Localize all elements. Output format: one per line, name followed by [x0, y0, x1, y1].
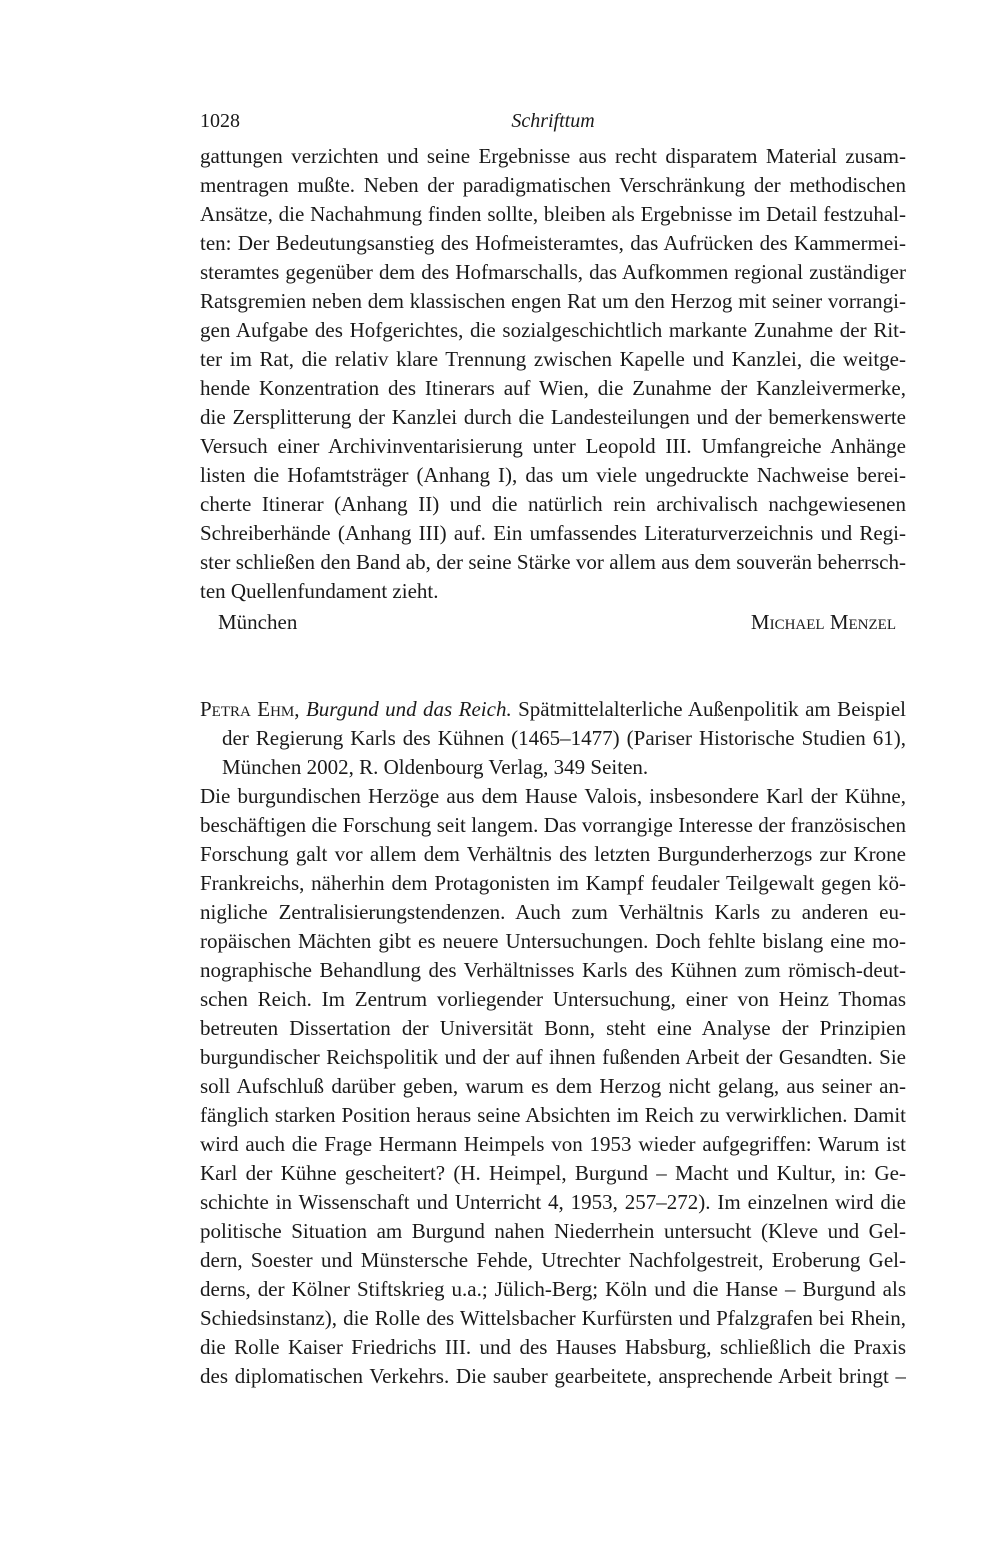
text-line: Versuch einer Archivinventarisierung unter Leopold III. Umfangreiche Anhänge [200, 434, 906, 458]
text-line: politische Situation am Burgund nahen Niederrhein untersucht (Kleve und Gel- [200, 1219, 906, 1243]
text-line: dern, Soester und Münstersche Fehde, Utrechter Nachfolgestreit, Eroberung Gel- [200, 1248, 906, 1272]
page [200, 110, 906, 1391]
text-line: soll Aufschluß darüber geben, warum es dem Herzog nicht gelang, aus seiner an- [200, 1074, 906, 1098]
citation-title: Burgund und das Reich. [305, 697, 512, 721]
text-line: ropäischen Mächten gibt es neuere Untersuchungen. Doch fehlte bislang eine mo- [200, 929, 906, 953]
running-title: Schrifttum [511, 110, 595, 132]
text-line: Frankreichs, näherhin dem Protagonisten im Kampf feudaler Teilgewalt gegen kö- [200, 871, 906, 895]
signature-place: München [218, 610, 298, 634]
text-line: gattungen verzichten und seine Ergebnisse aus recht disparatem Material zusam- [200, 144, 906, 168]
text-line: Schiedsinstanz), die Rolle des Wittelsbacher Kurfürsten und Pfalzgrafen bei Rhein, [200, 1306, 906, 1330]
review-1-signature [200, 608, 906, 637]
text-line: listen die Hofamtsträger (Anhang I), das um viele ungedruckte Nachweise berei- [200, 463, 906, 487]
running-head [200, 110, 906, 142]
text-line: cherte Itinerar (Anhang II) und die natürlich rein archivalisch nachgewiesenen [200, 492, 906, 516]
text-line: gen Aufgabe des Hofgerichtes, die sozialgeschichtlich markante Zunahme der Rit- [200, 318, 906, 342]
text-line: Schreiberhände (Anhang III) auf. Ein umfassendes Literaturverzeichnis und Regi- [200, 521, 906, 545]
text-line: burgundischer Reichspolitik und der auf ihnen fußenden Arbeit der Gesandten. Sie [200, 1045, 906, 1069]
text-line: steramtes gegenüber dem des Hofmarschalls, das Aufkommen regional zuständiger [200, 260, 906, 284]
text-line: Forschung galt vor allem dem Verhältnis des letzten Burgunderherzogs zur Krone [200, 842, 906, 866]
text-line: mentragen mußte. Neben der paradigmatischen Verschränkung der methodischen [200, 173, 906, 197]
text-line: betreuten Dissertation der Universität Bonn, steht eine Analyse der Prinzipien [200, 1016, 906, 1040]
citation-subtitle: Spätmittelalterliche Außenpolitik am Beispiel [511, 697, 906, 721]
citation-line [200, 695, 906, 724]
text-line: die Rolle Kaiser Friedrichs III. und des Hauses Habsburg, schließlich die Praxis [200, 1335, 906, 1359]
text-line: Karl der Kühne gescheitert? (H. Heimpel, Burgund – Macht und Kultur, in: Ge- [200, 1161, 906, 1185]
text-line: nigliche Zentralisierungstendenzen. Auch zum Verhältnis Karls zu anderen eu- [200, 900, 906, 924]
text-line: wird auch die Frage Hermann Heimpels von 1953 wieder aufgegriffen: Warum ist [200, 1132, 906, 1156]
text-line: derns, der Kölner Stiftskrieg u.a.; Jülich-Berg; Köln und die Hanse – Burgund als [200, 1277, 906, 1301]
citation-line: der Regierung Karls des Kühnen (1465–1477) (Pariser Historische Studien 61), [222, 726, 906, 750]
review-2-citation [200, 695, 906, 782]
citation-line: München 2002, R. Oldenbourg Verlag, 349 Seiten. [222, 755, 649, 779]
text-line: schichte in Wissenschaft und Unterricht 4, 1953, 257–272). Im einzelnen wird die [200, 1190, 906, 1214]
text-line: Ratsgremien neben dem klassischen engen Rat um den Herzog mit seiner vorrangi- [200, 289, 906, 313]
text-line: die Zersplitterung der Kanzlei durch die Landesteilungen und der bemerkenswerte [200, 405, 906, 429]
text-line: ten Quellenfundament zieht. [200, 579, 439, 603]
text-line: ster schließen den Band ab, der seine Stärke vor allem aus dem souverän beherrsch- [200, 550, 906, 574]
text-line: des diplomatischen Verkehrs. Die sauber gearbeitete, ansprechende Arbeit bringt – [200, 1364, 906, 1388]
text-line: Ansätze, die Nachahmung finden sollte, bleiben als Ergebnisse im Detail festzuhal- [200, 202, 906, 226]
text-line: Die burgundischen Herzöge aus dem Hause Valois, insbesondere Karl der Kühne, [200, 784, 906, 808]
text-line: schen Reich. Im Zentrum vorliegender Untersuchung, einer von Heinz Thomas [200, 987, 906, 1011]
text-line: hende Konzentration des Itinerars auf Wien, die Zunahme der Kanzleivermerke, [200, 376, 906, 400]
text-line: ten: Der Bedeutungsanstieg des Hofmeisteramtes, das Aufrücken des Kammermei- [200, 231, 906, 255]
text-line: fänglich starken Position heraus seine Absichten im Reich zu verwirklichen. Damit [200, 1103, 906, 1127]
reviewer-name: Michael Menzel [750, 610, 896, 634]
page-number: 1028 [200, 110, 240, 132]
text-line: ter im Rat, die relativ klare Trennung zwischen Kapelle und Kanzlei, die weitge- [200, 347, 906, 371]
text-line: beschäftigen die Forschung seit langem. Das vorrangige Interesse der französischen [200, 813, 906, 837]
citation-author: Petra Ehm, [200, 697, 300, 721]
review-1-body [200, 142, 906, 606]
text-line: nographische Behandlung des Verhältnisses Karls des Kühnen zum römisch-deut- [200, 958, 906, 982]
section-gap [200, 637, 906, 695]
review-2-body [200, 782, 906, 1391]
